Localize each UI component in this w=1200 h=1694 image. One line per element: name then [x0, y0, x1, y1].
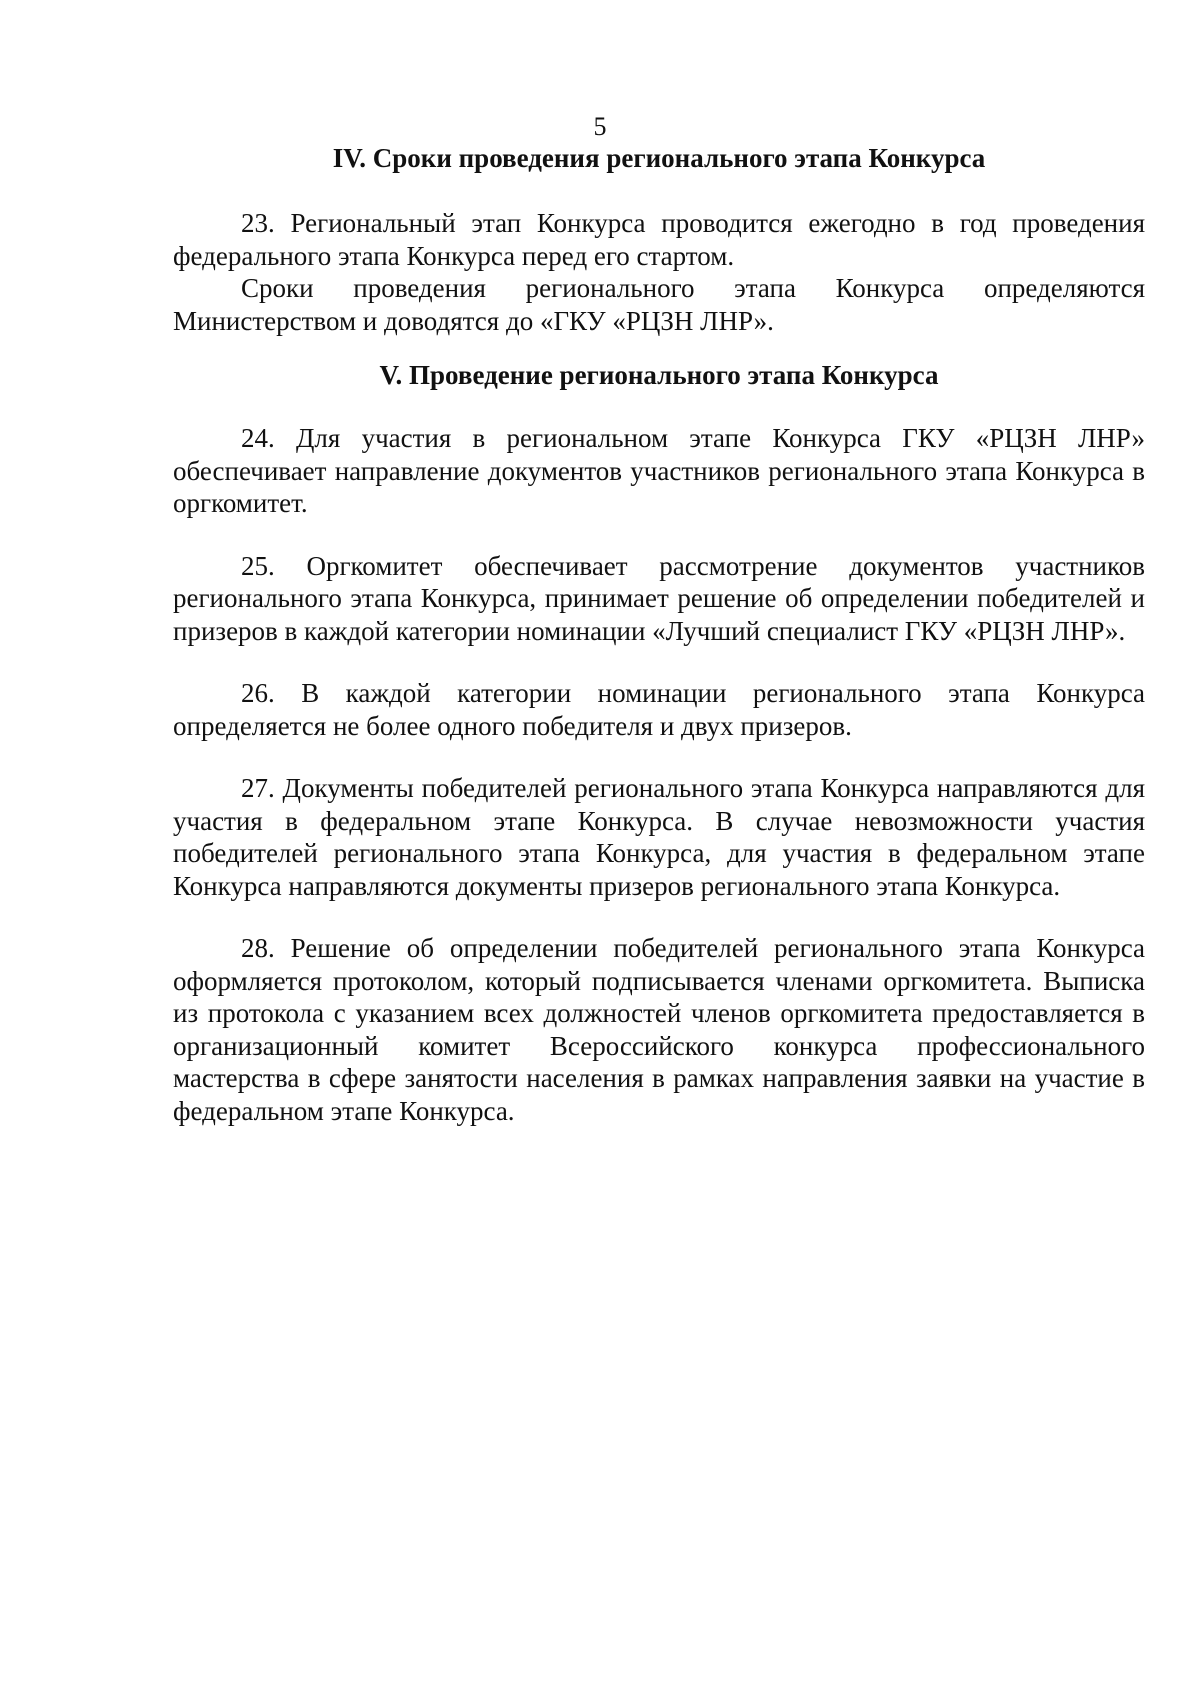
paragraph-27: 27. Документы победителей регионального этапа Конкурса направляются для участия в федеральном этапе Конкурса. В случае невозможности участия победителей регионального этапа Конкурса, для участия в федеральном этапе Конкурса направляются документы призеров регионального этапа Конкурса.: [173, 773, 1145, 901]
section-heading-v: V. Проведение регионального этапа Конкурса: [379, 360, 939, 390]
paragraph-24: 24. Для участия в региональном этапе Конкурса ГКУ «РЦЗН ЛНР» обеспечивает направление документов участников регионального этапа Конкурса в оргкомитет.: [173, 423, 1145, 518]
paragraph-23: 23. Региональный этап Конкурса проводится ежегодно в год проведения федерального этапа Конкурса перед его стартом.: [173, 208, 1145, 271]
paragraph-26: 26. В каждой категории номинации регионального этапа Конкурса определяется не более одного победителя и двух призеров.: [173, 678, 1145, 741]
section-heading-iv: IV. Сроки проведения регионального этапа Конкурса: [332, 143, 986, 173]
paragraph-25: 25. Оргкомитет обеспечивает рассмотрение документов участников регионального этапа Конкурса, принимает решение об определении победителей и призеров в каждой категории номинации «Лучший специалист ГКУ «РЦЗН ЛНР».: [173, 550, 1145, 646]
paragraph-28: 28. Решение об определении победителей регионального этапа Конкурса оформляется протоколом, который подписывается членами оргкомитета. Выписка из протокола с указанием всех должностей членов оргкомитета предоставляется в организационный комитет Всероссийского конкурса профессионального мастерства в сфере занятости населения в рамках направления заявки на участие в федеральном этапе Конкурса.: [173, 933, 1145, 1126]
document-body: [173, 142, 1145, 1127]
page-number: 5: [593, 112, 607, 141]
paragraph-23-deadlines: Сроки проведения регионального этапа Конкурса определяются Министерством и доводятся до «ГКУ «РЦЗН ЛНР».: [173, 273, 1145, 336]
